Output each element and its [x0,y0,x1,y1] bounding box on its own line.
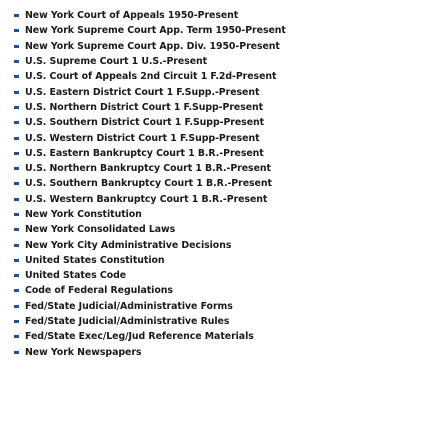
source-label: Fed/State Exec/Leg/Jud Reference Materials [25,331,254,343]
bullet-icon [14,182,19,185]
source-item[interactable] [14,130,433,145]
source-label: U.S. Court of Appeals 2nd Circuit 1 F.2d-Present [25,71,277,83]
source-label: Code of Federal Regulations [25,285,173,297]
source-label: Fed/State Judicial/Administrative Rules [25,316,230,328]
source-item[interactable] [14,253,433,268]
source-item[interactable] [14,146,433,161]
source-item[interactable] [14,161,433,176]
bullet-icon [14,137,19,140]
source-label: U.S. Western District Court 1 F.Supp-Present [25,132,260,144]
source-item[interactable] [14,23,433,38]
bullet-icon [14,320,19,323]
source-label: United States Constitution [25,254,165,266]
source-label: U.S. Southern District Court 1 F.Supp-Present [25,117,265,129]
source-item[interactable] [14,283,433,298]
source-label: New York Supreme Court App. Div. 1950-Present [25,40,280,52]
bullet-icon [14,351,19,354]
source-item[interactable] [14,115,433,130]
bullet-icon [14,167,19,170]
bullet-icon [14,274,19,277]
source-item[interactable] [14,314,433,329]
bullet-icon [14,91,19,94]
source-item[interactable] [14,69,433,84]
source-label: New York Supreme Court App. Term 1950-Present [25,25,286,37]
source-item[interactable] [14,192,433,207]
bullet-icon [14,60,19,63]
source-item[interactable] [14,299,433,314]
source-item[interactable] [14,345,433,360]
source-label: U.S. Western Bankruptcy Court 1 B.R.-Present [25,193,268,205]
source-item[interactable] [14,84,433,99]
source-item[interactable] [14,8,433,23]
bullet-icon [14,198,19,201]
source-item[interactable] [14,268,433,283]
source-label: U.S. Eastern District Court 1 F.Supp.-Present [25,86,260,98]
bullet-icon [14,121,19,124]
source-label: New York Constitution [25,209,142,220]
source-label: Fed/State Judicial/Administrative Forms [25,300,233,312]
source-label: U.S. Supreme Court 1 U.S.-Present [25,56,208,68]
source-item[interactable] [14,222,433,237]
source-item[interactable] [14,207,433,222]
bullet-icon [14,14,19,17]
bullet-icon [14,244,19,247]
bullet-icon [14,259,19,262]
source-label: United States Code [25,270,127,282]
source-label: U.S. Northern District Court 1 F.Supp-Present [25,101,264,113]
bullet-icon [14,289,19,292]
source-item[interactable] [14,39,433,54]
bullet-icon [14,152,19,155]
source-item[interactable] [14,176,433,191]
source-label: U.S. Northern Bankruptcy Court 1 B.R.-Present [25,163,271,175]
bullet-icon [14,305,19,308]
bullet-icon [14,75,19,78]
source-label: U.S. Southern Bankruptcy Court 1 B.R.-Present [25,178,272,190]
source-label: U.S. Eastern Bankruptcy Court 1 B.R.-Present [25,147,264,159]
source-label: New York Newspapers [25,346,142,358]
bullet-icon [14,335,19,338]
bullet-icon [14,106,19,109]
bullet-icon [14,213,19,216]
source-item[interactable] [14,54,433,69]
source-item[interactable] [14,329,433,344]
source-item[interactable] [14,100,433,115]
bullet-icon [14,228,19,231]
bullet-icon [14,45,19,48]
source-item[interactable] [14,237,433,252]
source-label: New York Consolidated Laws [25,224,176,236]
source-label: New York City Administrative Decisions [25,239,232,251]
bullet-icon [14,29,19,32]
source-label: New York Court of Appeals 1950-Present [25,10,239,22]
